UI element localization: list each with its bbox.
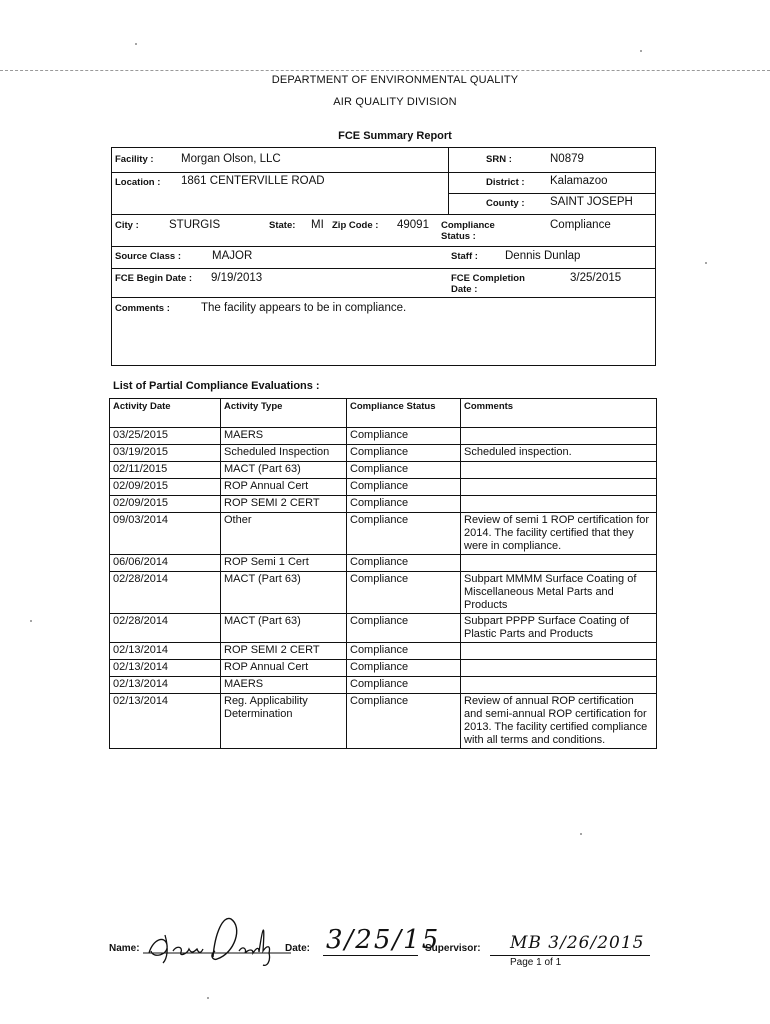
compliance-status-cell: Compliance <box>347 462 461 479</box>
activity-date-cell: 02/11/2015 <box>110 462 221 479</box>
completion-date-label: FCE Completion <box>451 273 525 284</box>
department-heading: DEPARTMENT OF ENVIRONMENTAL QUALITY <box>271 74 519 86</box>
name-label: Name: <box>109 943 140 954</box>
comments-cell <box>461 677 657 694</box>
compliance-status-cell: Compliance <box>347 572 461 614</box>
activity-date-cell: 02/13/2014 <box>110 660 221 677</box>
row-divider <box>111 214 656 215</box>
table-row <box>110 428 657 445</box>
comments-cell: Subpart MMMM Surface Coating of Miscellaneous Metal Parts and Products <box>461 572 657 614</box>
table-row <box>110 572 657 614</box>
compliance-status-cell: Compliance <box>347 694 461 749</box>
facility-label: Facility : <box>115 154 154 165</box>
activity-date-cell: 02/09/2015 <box>110 496 221 513</box>
city-label: City : <box>115 220 139 231</box>
division-heading: AIR QUALITY DIVISION <box>333 96 457 108</box>
activity-type-cell: Reg. Applicability Determination <box>221 694 347 749</box>
row-divider <box>111 246 656 247</box>
column-divider <box>448 147 449 214</box>
activity-date-cell: 02/09/2015 <box>110 479 221 496</box>
comments-cell: Subpart PPPP Surface Coating of Plastic Parts and Products <box>461 614 657 643</box>
compliance-status-cell: Compliance <box>347 496 461 513</box>
compliance-status-cell: Compliance <box>347 555 461 572</box>
row-divider <box>111 268 656 269</box>
supervisor-signature: MB 3/26/2015 <box>510 933 645 953</box>
activity-type-cell: MACT (Part 63) <box>221 614 347 643</box>
pce-table <box>109 398 657 749</box>
activity-type-cell: MACT (Part 63) <box>221 462 347 479</box>
activity-type-cell: ROP Annual Cert <box>221 479 347 496</box>
comments-cell <box>461 462 657 479</box>
row-divider <box>111 297 656 298</box>
table-row <box>110 513 657 555</box>
district-value: Kalamazoo <box>550 175 608 187</box>
compliance-status-cell: Compliance <box>347 660 461 677</box>
source-class-label: Source Class : <box>115 251 181 262</box>
comments-cell <box>461 555 657 572</box>
activity-type-cell: MAERS <box>221 428 347 445</box>
comments-cell <box>461 643 657 660</box>
activity-date-cell: 02/13/2014 <box>110 694 221 749</box>
staff-label: Staff : <box>451 251 478 262</box>
table-row <box>110 555 657 572</box>
activity-type-cell: Other <box>221 513 347 555</box>
zip-value: 49091 <box>397 219 429 231</box>
compliance-status-cell: Compliance <box>347 643 461 660</box>
column-header-activity-type: Activity Type <box>221 399 347 428</box>
county-label: County : <box>486 198 525 209</box>
column-header-compliance-status: Compliance Status <box>347 399 461 428</box>
compliance-status-cell: Compliance <box>347 479 461 496</box>
page-number: Page 1 of 1 <box>510 957 562 968</box>
activity-type-cell: Scheduled Inspection <box>221 445 347 462</box>
pce-list-title: List of Partial Compliance Evaluations : <box>113 380 320 392</box>
activity-type-cell: ROP Annual Cert <box>221 660 347 677</box>
activity-date-cell: 06/06/2014 <box>110 555 221 572</box>
row-divider <box>448 193 656 194</box>
activity-type-cell: ROP SEMI 2 CERT <box>221 496 347 513</box>
column-header-comments: Comments <box>461 399 657 428</box>
compliance-status-cell: Compliance <box>347 445 461 462</box>
scan-artifact-line <box>0 70 770 71</box>
srn-value: N0879 <box>550 153 584 165</box>
comments-value: The facility appears to be in compliance. <box>201 302 407 314</box>
completion-date-label-2: Date : <box>451 284 478 295</box>
scan-speck <box>640 50 642 52</box>
scan-speck <box>30 620 32 622</box>
activity-date-cell: 03/25/2015 <box>110 428 221 445</box>
district-label: District : <box>486 177 525 188</box>
city-value: STURGIS <box>169 219 221 231</box>
location-label: Location : <box>115 177 161 188</box>
activity-date-cell: 02/28/2014 <box>110 614 221 643</box>
compliance-status-cell: Compliance <box>347 677 461 694</box>
scan-speck <box>135 43 137 45</box>
comments-cell <box>461 428 657 445</box>
scan-speck <box>705 262 707 264</box>
source-class-value: MAJOR <box>212 250 253 262</box>
activity-date-cell: 09/03/2014 <box>110 513 221 555</box>
state-label: State: <box>269 220 296 231</box>
state-value: MI <box>311 219 324 231</box>
compliance-status-cell: Compliance <box>347 614 461 643</box>
activity-date-cell: 02/13/2014 <box>110 643 221 660</box>
table-row <box>110 462 657 479</box>
scan-speck <box>207 997 209 999</box>
county-value: SAINT JOSEPH <box>550 196 633 208</box>
comments-cell: Review of semi 1 ROP certification for 2014. The facility certified that they were in compliance. <box>461 513 657 555</box>
completion-date-value: 3/25/2015 <box>570 272 622 284</box>
pce-header-row <box>110 399 657 428</box>
signature-dennis-dunlap <box>143 905 293 967</box>
compliance-status-value: Compliance <box>550 219 611 231</box>
comments-cell: Scheduled inspection. <box>461 445 657 462</box>
column-header-activity-date: Activity Date <box>110 399 221 428</box>
table-row <box>110 694 657 749</box>
report-title: FCE Summary Report <box>338 130 452 142</box>
date-label: Date: <box>285 943 311 954</box>
compliance-status-cell: Compliance <box>347 428 461 445</box>
comments-cell: Review of annual ROP certification and semi-annual ROP certification for 2013. The facility certified compliance with all terms and conditions. <box>461 694 657 749</box>
activity-date-cell: 02/13/2014 <box>110 677 221 694</box>
date-signature-line <box>323 955 418 956</box>
activity-type-cell: ROP SEMI 2 CERT <box>221 643 347 660</box>
table-row <box>110 479 657 496</box>
table-row <box>110 643 657 660</box>
activity-type-cell: MACT (Part 63) <box>221 572 347 614</box>
activity-date-cell: 03/19/2015 <box>110 445 221 462</box>
activity-date-cell: 02/28/2014 <box>110 572 221 614</box>
table-row <box>110 496 657 513</box>
begin-date-value: 9/19/2013 <box>211 272 263 284</box>
location-value: 1861 CENTERVILLE ROAD <box>181 175 325 187</box>
table-row <box>110 445 657 462</box>
comments-label: Comments : <box>115 303 170 314</box>
compliance-status-label-2: Status : <box>441 231 476 242</box>
begin-date-label: FCE Begin Date : <box>115 273 193 284</box>
scan-speck <box>580 833 582 835</box>
comments-cell <box>461 496 657 513</box>
comments-cell <box>461 479 657 496</box>
table-row <box>110 677 657 694</box>
compliance-status-label: Compliance <box>441 220 495 231</box>
comments-cell <box>461 660 657 677</box>
supervisor-signature-line <box>490 955 650 956</box>
srn-label: SRN : <box>486 154 512 165</box>
activity-type-cell: MAERS <box>221 677 347 694</box>
facility-value: Morgan Olson, LLC <box>181 153 281 165</box>
supervisor-label: Supervisor: <box>425 943 481 954</box>
table-row <box>110 614 657 643</box>
activity-type-cell: ROP Semi 1 Cert <box>221 555 347 572</box>
compliance-status-cell: Compliance <box>347 513 461 555</box>
zip-label: Zip Code : <box>332 220 379 231</box>
signed-date: 3/25/15 <box>326 925 441 955</box>
staff-value: Dennis Dunlap <box>505 250 581 262</box>
row-divider <box>111 172 656 173</box>
table-row <box>110 660 657 677</box>
